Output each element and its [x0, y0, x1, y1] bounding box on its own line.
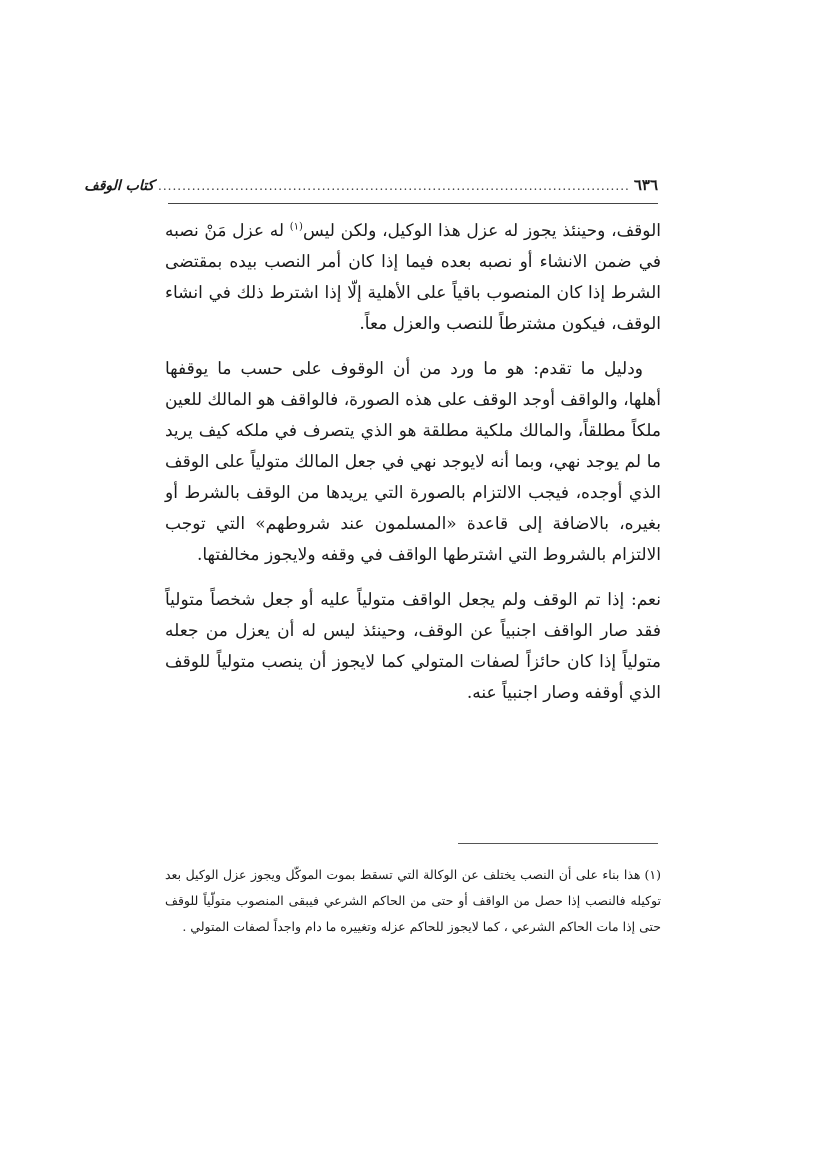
footnote-text: هذا بناء على أن النصب يختلف عن الوكالة التي تسقط بموت الموكّل ويجوز عزل الوكيل بعد توكيله فالنصب إذا حصل من الواقف أو حتى من الحاكم الشرعي فيبقى المنصوب متولّياً للوقف حتى إذا مات الحاكم الشرعي ، كما لايجوز للحاكم عزله وتغييره ما دام واجداً لصفات المتولي .: [165, 867, 661, 934]
leader-dots: ..................................................................................................: [158, 179, 630, 193]
running-header: [84, 176, 658, 200]
paragraph-1-rest: له عزل مَنْ نصبه في ضمن الانشاء أو نصبه بعده فيما إذا كان أمر النصب بيده بمقتضى الشرط إذا كان المنصوب باقياً على الأهلية إلّا إذا اشترط ذلك في انشاء الوقف، فيكون مشترطاً للنصب والعزل معاً.: [165, 221, 661, 334]
footnotes: [165, 862, 661, 940]
footnote-divider: [458, 843, 658, 844]
footnote-marker: (١): [644, 867, 661, 882]
header-divider: [168, 203, 658, 204]
paragraph-3: نعم: إذا تم الوقف ولم يجعل الواقف متولياً عليه أو جعل شخصاً متولياً فقد صار الواقف اجنبياً عن الوقف، وحينئذ ليس له أن يعزل من جعله متولياً إذا كان حائزاً لصفات المتولي كما لايجوز أن ينصب متولياً للوقف الذي أوقفه وصار اجنبياً عنه.: [165, 590, 661, 703]
paragraph-1-start: الوقف، وحينئذ يجوز له عزل هذا الوكيل، ولكن ليس: [302, 221, 661, 241]
footnote-1: [165, 862, 661, 940]
paragraph-1: [165, 216, 661, 340]
page-number: ٦٣٦: [633, 176, 658, 194]
main-text: [165, 216, 661, 723]
paragraph-2: ودليل ما تقدم: هو ما ورد من أن الوقوف على حسب ما يوقفها أهلها، والواقف أوجد الوقف على هذه الصورة، فالواقف هو المالك للعين ملكاً مطلقاً، والمالك ملكية مطلقة هو الذي يتصرف في ملكه كيف يريد ما لم يوجد نهي، وبما أنه لايوجد نهي في جعل المالك متولياً على الوقف الذي أوجده، فيجب الالتزام بالصورة التي يريدها من الوقف بالشرط أو بغيره، بالاضافة إلى قاعدة «المسلمون عند شروطهم» التي توجب الالتزام بالشروط التي اشترطها الواقف في وقفه ولايجوز مخالفتها.: [165, 359, 661, 565]
footnote-reference: (١): [289, 221, 303, 233]
book-title: كتاب الوقف: [84, 178, 154, 194]
